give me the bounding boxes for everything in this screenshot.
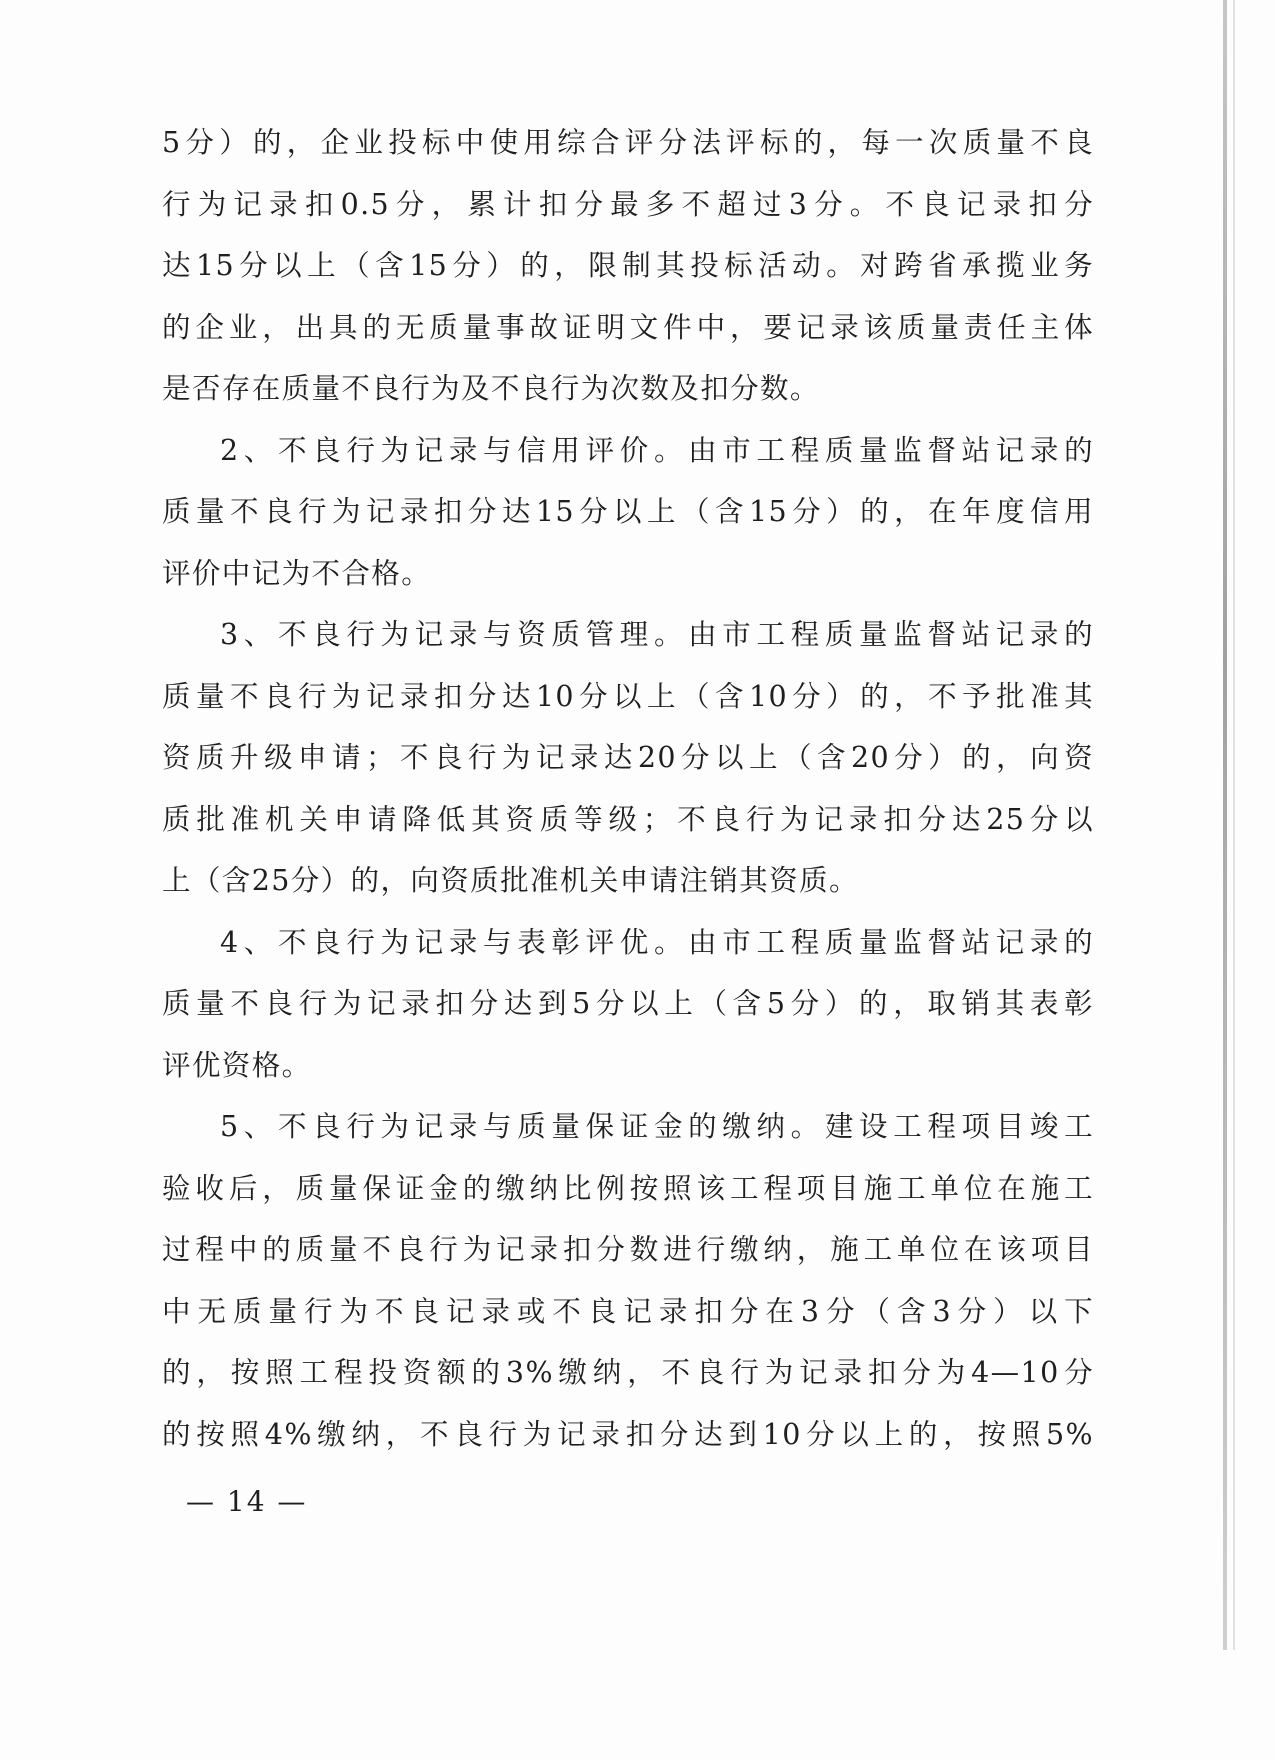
paragraph-heading-line: 5、不良行为记录与质量保证金的缴纳。建设工程项目竣工 — [220, 1110, 1094, 1143]
text-line: 上（含25分）的，向资质批准机关申请注销其资质。 — [162, 864, 859, 897]
text-line: 达15分以上（含15分）的，限制其投标活动。对跨省承揽业务 — [162, 249, 1094, 282]
text-line: 行为记录扣0.5分，累计扣分最多不超过3分。不良记录扣分 — [162, 187, 1094, 221]
text-line: 是否存在质量不良行为及不良行为次数及扣分数。 — [162, 372, 820, 405]
text-line: 评价中记为不合格。 — [162, 556, 432, 590]
body-text — [162, 112, 1094, 1465]
text-line: 资质升级申请；不良行为记录达20分以上（含20分）的，向资 — [162, 741, 1094, 774]
text-line: 过程中的质量不良行为记录扣分数进行缴纳，施工单位在该项目 — [162, 1233, 1094, 1266]
text-line: 5分）的，企业投标中使用综合评分法评标的，每一次质量不良 — [162, 126, 1094, 159]
paragraph-heading-line: 3、不良行为记录与资质管理。由市工程质量监督站记录的 — [220, 618, 1094, 651]
text-line: 质量不良行为记录扣分达15分以上（含15分）的，在年度信用 — [162, 495, 1094, 528]
paragraph-heading-line: 4、不良行为记录与表彰评优。由市工程质量监督站记录的 — [220, 925, 1094, 959]
text-line: 的企业，出具的无质量事故证明文件中，要记录该质量责任主体 — [162, 310, 1094, 344]
text-line: 验收后，质量保证金的缴纳比例按照该工程项目施工单位在施工 — [162, 1171, 1094, 1205]
text-line: 的按照4%缴纳，不良行为记录扣分达到10分以上的，按照5% — [162, 1417, 1094, 1451]
scan-edge-shadow — [1223, 0, 1227, 1650]
paragraph-heading-line: 2、不良行为记录与信用评价。由市工程质量监督站记录的 — [220, 433, 1094, 467]
text-line: 评优资格。 — [162, 1048, 312, 1082]
text-line: 质量不良行为记录扣分达10分以上（含10分）的，不予批准其 — [162, 679, 1094, 713]
scan-edge-line — [1233, 0, 1235, 1650]
page-number: — 14 — — [186, 1485, 308, 1518]
text-line: 中无质量行为不良记录或不良记录扣分在3分（含3分）以下 — [162, 1294, 1094, 1328]
text-line: 质批准机关申请降低其资质等级；不良行为记录扣分达25分以 — [162, 802, 1094, 836]
text-line: 的，按照工程投资额的3%缴纳，不良行为记录扣分为4—10分 — [162, 1356, 1094, 1389]
text-line: 质量不良行为记录扣分达到5分以上（含5分）的，取销其表彰 — [162, 987, 1094, 1020]
